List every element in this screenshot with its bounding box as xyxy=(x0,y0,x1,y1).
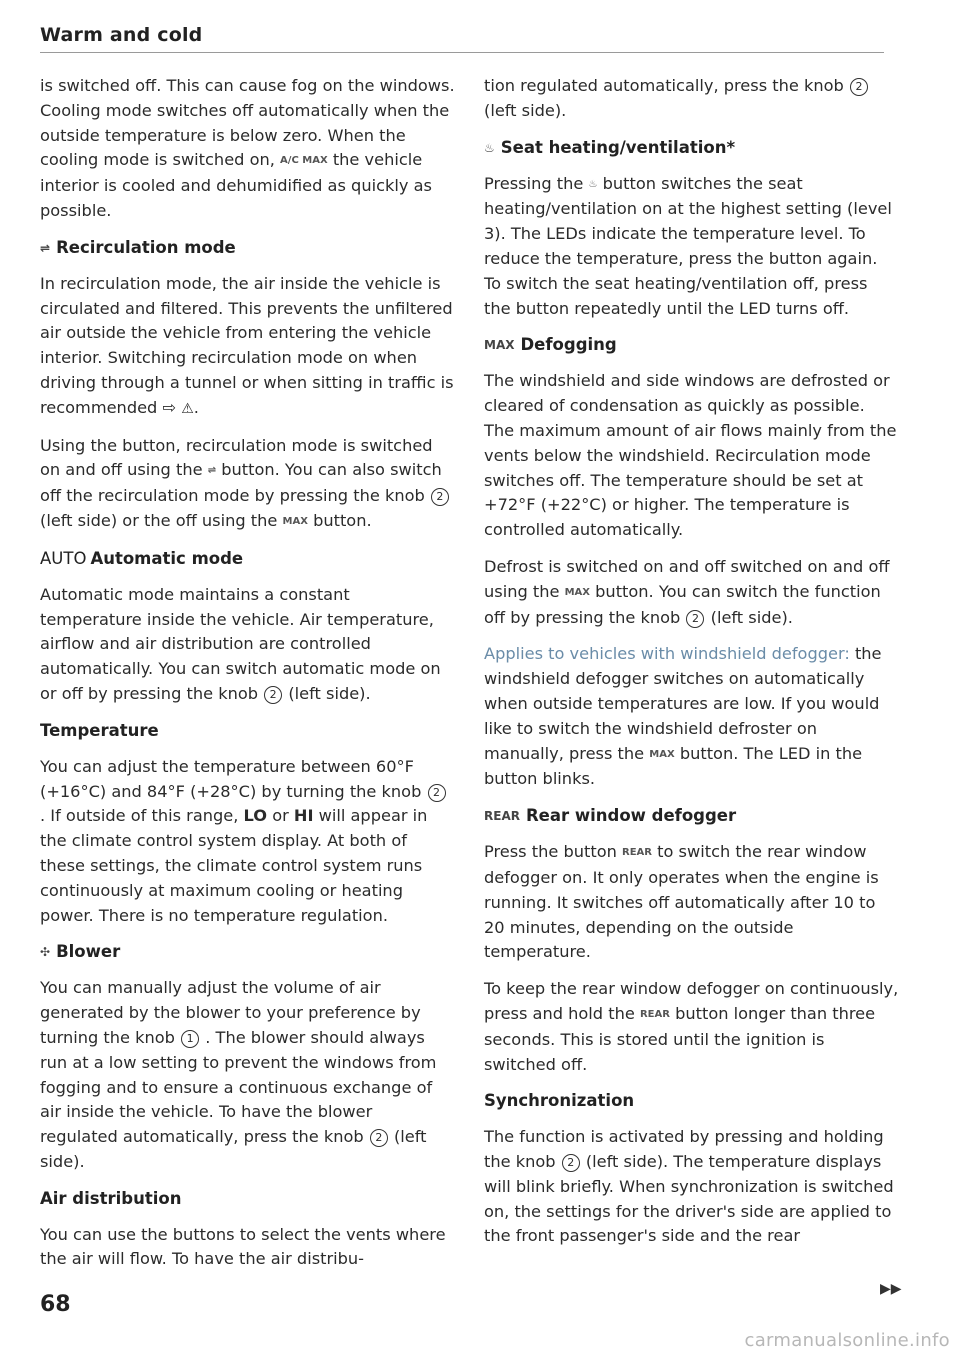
header-rule xyxy=(40,52,884,53)
knob-2-marker: 2 xyxy=(428,784,446,802)
right-column xyxy=(484,74,899,1261)
continue-arrow-icon: ▶▶ xyxy=(880,1281,902,1297)
recirculation-icon: ⇌ xyxy=(207,465,217,477)
rear-defogger-icon: REAR xyxy=(622,847,652,859)
knob-2-marker: 2 xyxy=(431,488,449,506)
knob-2-marker: 2 xyxy=(686,610,704,628)
warning-icon: ⚠ xyxy=(181,400,194,417)
heading-defogging: MAX Defogging xyxy=(484,333,899,357)
knob-2-marker: 2 xyxy=(264,686,282,704)
rear-defogger-icon: REAR xyxy=(484,809,520,824)
left-column xyxy=(40,74,455,1284)
applies-to-label: Applies to vehicles with windshield defogger: xyxy=(484,644,850,664)
lo-label: LO xyxy=(243,806,268,826)
defrost-max-icon: MAX xyxy=(564,586,590,598)
paragraph-blower: You can manually adjust the volume of air generated by the blower to your preference by turning the knob 1 . The blower should always run at a low setting to prevent the windows from fogging and to ensure a continuous exchange of air inside the vehicle. To have the blower regulated automatically, press the knob 2 (left side). xyxy=(40,978,437,1171)
paragraph-air-distribution: You can use the buttons to select the vents where the air will flow. To have the air distribu- xyxy=(40,1224,446,1269)
defrost-max-icon: MAX xyxy=(282,515,308,527)
paragraph-automatic-mode: Automatic mode maintains a constant temperature inside the vehicle. Air temperature, airflow and air distribution are controlled automatically. You can switch automatic mode on or off by pressing the knob 2 (left side). xyxy=(40,584,441,703)
paragraph-defogging-2: Defrost is switched on and off switched on and off using the MAX button. You can switch the function off by pressing the knob 2 (left side). xyxy=(484,556,890,627)
knob-1-marker: 1 xyxy=(181,1030,199,1048)
rear-defogger-icon: REAR xyxy=(639,1008,670,1020)
seat-heating-icon: ♨ xyxy=(588,178,598,190)
knob-2-marker: 2 xyxy=(562,1154,580,1172)
ac-max-icon: A/C MAX xyxy=(280,155,328,167)
heading-rear-window-defogger: REAR Rear window defogger xyxy=(484,804,899,828)
heading-recirculation: ⇌ Recirculation mode xyxy=(40,236,455,260)
heading-blower: ✣ Blower xyxy=(40,940,455,964)
heading-synchronization: Synchronization xyxy=(484,1091,635,1111)
paragraph-synchronization: The function is activated by pressing and holding the knob 2 (left side). The temperature displays will blink briefly. When synchronization is switched on, the settings for the driver's side are applied to the front passenger's side and the rear xyxy=(484,1127,894,1246)
paragraph-recirculation-1: In recirculation mode, the air inside the vehicle is circulated and filtered. This prevents the unfiltered air outside the vehicle from entering the vehicle interior. Switching recirculation mode on when driving through a tunnel or when sitting in traffic is recommended ⇨ ⚠. xyxy=(40,273,454,417)
blower-icon: ✣ xyxy=(40,945,51,960)
heading-automatic-mode: AUTO Automatic mode xyxy=(40,548,244,568)
watermark: carmanualsonline.info xyxy=(744,1330,950,1351)
paragraph-rear-defogger-1: Press the button REAR to switch the rear window defogger on. It only operates when the engine is running. It switches off automatically after 10 to 20 minutes, depending on the outside temperature. xyxy=(484,842,879,962)
paragraph-windshield-defogger: Applies to vehicles with windshield defogger: the windshield defogger switches on automatically when outside temperatures are low. If you would like to switch the windshield defroster on manually, press the MAX button. The LED in the button blinks. xyxy=(484,644,882,789)
heading-temperature: Temperature xyxy=(40,720,159,740)
seat-heating-icon: ♨ xyxy=(484,140,495,155)
defrost-max-icon: MAX xyxy=(484,338,515,353)
hi-label: HI xyxy=(293,806,314,826)
paragraph-air-distribution-cont: tion regulated automatically, press the knob 2 (left side). xyxy=(484,74,899,124)
paragraph-defogging-1: The windshield and side windows are defrosted or cleared of condensation as quickly as possible. The maximum amount of air flows mainly from the vents below the windshield. Recirculation mode switches off. The temperature should be set at +72°F (+22°C) or higher. The temperature is controlled automatically. xyxy=(484,371,897,540)
section-header-title: Warm and cold xyxy=(40,24,203,46)
defrost-max-icon: MAX xyxy=(649,748,675,760)
paragraph-rear-defogger-2: To keep the rear window defogger on continuously, press and hold the REAR button longer than three seconds. This is stored until the ignition is switched off. xyxy=(484,979,899,1074)
heading-air-distribution: Air distribution xyxy=(40,1188,182,1208)
paragraph-cooling: is switched off. This can cause fog on the windows. Cooling mode switches off automatically when the outside temperature is below zero. When the cooling mode is switched on, A/C MAX the vehicle interior is cooled and dehumidified as quickly as possible. xyxy=(40,76,455,220)
recirculation-icon: ⇌ xyxy=(40,240,51,255)
knob-2-marker: 2 xyxy=(850,78,868,96)
heading-seat-heating: ♨ Seat heating/ventilation* xyxy=(484,136,899,160)
paragraph-temperature: You can adjust the temperature between 60°F (+16°C) and 84°F (+28°C) by turning the knob 2 . If outside of this range, LO or HI will appear in the climate control system display. At both of these settings, the climate control system runs continuously at maximum cooling or heating power. There is no temperature regulation. xyxy=(40,755,455,929)
paragraph-seat-heating: Pressing the ♨ button switches the seat heating/ventilation on at the highest setting (level 3). The LEDs indicate the temperature level. To reduce the temperature, press the button again. To switch the seat heating/ventilation off, press the button repeatedly until the LED turns off. xyxy=(484,173,892,318)
page-number: 68 xyxy=(40,1292,71,1317)
auto-label: AUTO xyxy=(40,548,87,568)
knob-2-marker: 2 xyxy=(370,1129,388,1147)
paragraph-recirculation-2: Using the button, recirculation mode is switched on and off using the ⇌ button. You can also switch off the recirculation mode by pressing the knob 2 (left side) or the off using the MAX button. xyxy=(40,434,455,535)
